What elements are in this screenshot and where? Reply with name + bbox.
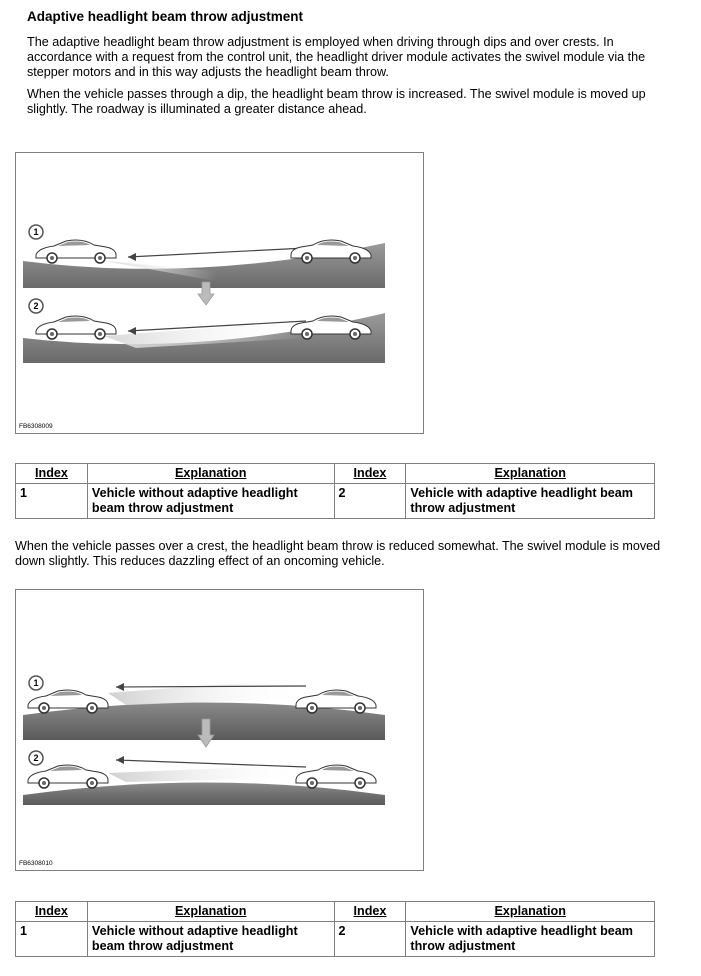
crest-illustration	[16, 590, 425, 872]
index-table-2	[15, 901, 655, 957]
dip-paragraph: When the vehicle passes through a dip, the headlight beam throw is increased. The swivel module is moved up slightly. The roadway is illuminated a greater distance ahead.	[27, 87, 646, 116]
column-header: Index	[334, 902, 406, 922]
column-header: Explanation	[87, 902, 334, 922]
figure-crest	[15, 589, 424, 871]
figure-dip	[15, 152, 424, 434]
figure-code: FB6308010	[19, 860, 53, 867]
index-cell: 1	[16, 922, 88, 957]
explanation-cell: Vehicle with adaptive headlight beam throw adjustment	[406, 922, 655, 957]
marker-1: 1	[33, 227, 39, 237]
marker-1: 1	[33, 678, 39, 688]
explanation-cell: Vehicle without adaptive headlight beam throw adjustment	[87, 922, 334, 957]
table-header-row	[16, 902, 655, 922]
road-crest-2	[23, 783, 385, 806]
section-heading: Adaptive headlight beam throw adjustment	[27, 9, 304, 24]
index-cell: 1	[16, 484, 88, 519]
headlight-beam-crest-1	[108, 678, 306, 705]
column-header: Explanation	[406, 902, 655, 922]
table-header-row	[16, 464, 655, 484]
dip-illustration	[16, 153, 425, 435]
marker-2: 2	[33, 753, 39, 763]
column-header: Explanation	[87, 464, 334, 484]
intro-paragraph: The adaptive headlight beam throw adjustment is employed when driving through dips and over crests. In accordance with a request from the control unit, the headlight driver module activates the swivel module via the stepper motors and in this way adjusts the headlight beam throw.	[27, 35, 646, 79]
index-cell: 2	[334, 922, 406, 957]
column-header: Index	[16, 902, 88, 922]
figure-code: FB6308009	[19, 423, 53, 430]
column-header: Index	[334, 464, 406, 484]
index-cell: 2	[334, 484, 406, 519]
index-table-1	[15, 463, 655, 519]
crest-paragraph: When the vehicle passes over a crest, the headlight beam throw is reduced somewhat. The swivel module is moved down slightly. This reduces dazzling effect of an oncoming vehicle.	[15, 539, 661, 568]
marker-2: 2	[33, 301, 39, 311]
explanation-cell: Vehicle without adaptive headlight beam throw adjustment	[87, 484, 334, 519]
table-row	[16, 484, 655, 519]
explanation-cell: Vehicle with adaptive headlight beam throw adjustment	[406, 484, 655, 519]
table-row	[16, 922, 655, 957]
headlight-beam-crest-2	[108, 765, 306, 782]
column-header: Index	[16, 464, 88, 484]
column-header: Explanation	[406, 464, 655, 484]
